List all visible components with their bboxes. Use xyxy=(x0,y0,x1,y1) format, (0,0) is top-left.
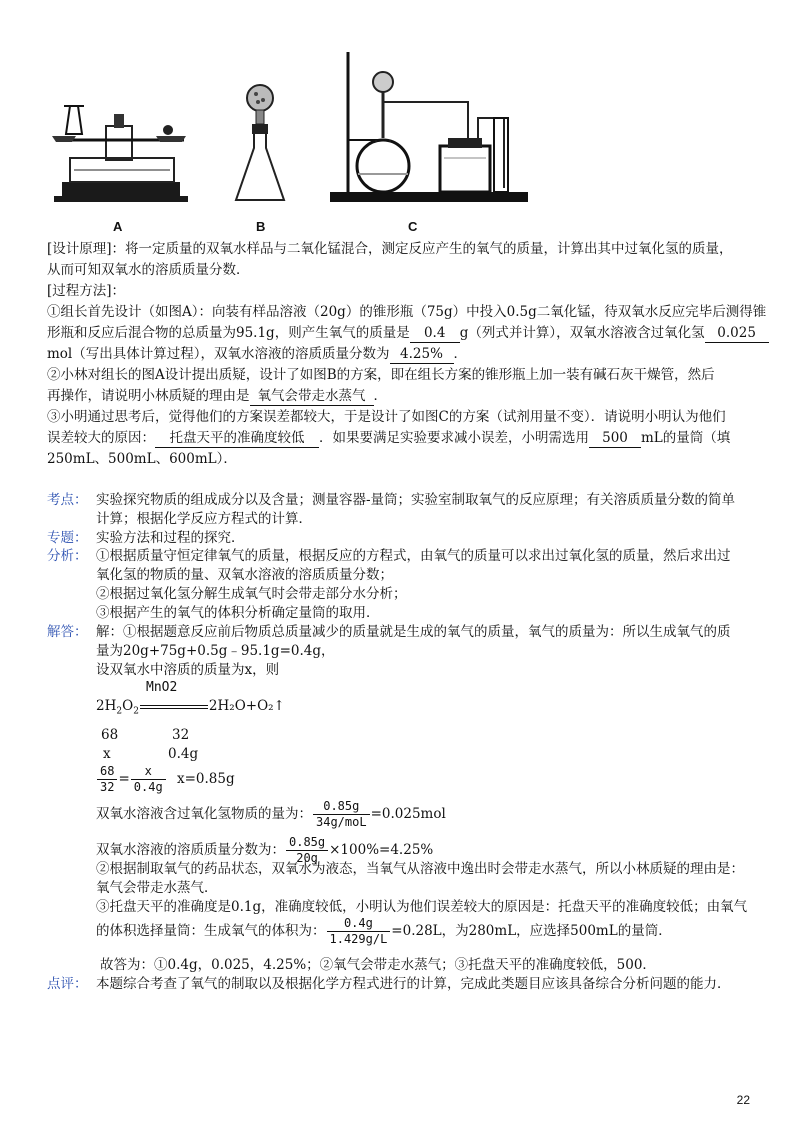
mol-equation xyxy=(96,799,446,830)
answer-mass-fraction: 4.25% xyxy=(390,345,454,364)
part1-text-mid: g（列式并计算），双氧水溶液含过氧化氢 xyxy=(459,325,705,341)
ratio-n2: x xyxy=(131,764,166,780)
mol-d: 34g/moL xyxy=(316,815,367,829)
answer-reason-c: 托盘天平的准确度较低 xyxy=(155,429,319,448)
var-0.4g: 0.4g xyxy=(168,746,199,762)
mol-post: =0.025mol xyxy=(370,806,446,822)
kaodian-label: 考点： xyxy=(47,492,88,508)
jieda-line2: 量为20g+75g+0.5g﹣95.1g=0.4g， xyxy=(96,643,335,659)
jieda-part2-line2: 氧气会带走水蒸气． xyxy=(96,880,218,896)
pct-post: ×100%=4.25% xyxy=(329,842,434,858)
figure-a-balance xyxy=(52,96,190,208)
figure-label-b: B xyxy=(256,219,266,234)
mass-32: 32 xyxy=(172,727,190,743)
jieda-part2-line1: ②根据制取氧气的药品状态，双氧水为液态，当氧气从溶液中逸出时会带走水蒸气，所以小林质疑的理由是： xyxy=(96,861,744,877)
figure-label-a: A xyxy=(113,219,123,234)
ratio-result: x=0.85g xyxy=(176,771,235,787)
fenxi-label: 分析： xyxy=(47,548,88,564)
mass-68: 68 xyxy=(101,727,119,743)
zhuanti-label: 专题： xyxy=(47,530,88,546)
kaodian-line2: 计算；根据化学反应方程式的计算． xyxy=(96,511,312,527)
mol-pre: 双氧水溶液含过氧化氢物质的量为： xyxy=(96,806,312,822)
kaodian-line1: 实验探究物质的组成成分以及含量；测量容器-量筒；实验室制取氧气的反应原理；有关溶质质量分数的简单 xyxy=(96,492,736,508)
ratio-d1: 32 xyxy=(100,780,115,794)
part1-end: ． xyxy=(453,346,467,362)
vol-d: 1.429g/L xyxy=(329,932,388,946)
part3-line1: ③小明通过思考后，觉得他们的方案误差都较大，于是设计了如图C的方案（试剂用量不变）．请说明小明认为他们 xyxy=(47,409,726,425)
design-principle-line2: 从而可知双氧水的溶质质量分数． xyxy=(47,262,250,278)
part2-end: ． xyxy=(373,388,387,404)
process-method-heading: [过程方法]： xyxy=(47,283,126,299)
vol-pre: 的体积选择量筒：生成氧气的体积为： xyxy=(96,923,326,939)
pct-d: 20g xyxy=(296,851,318,865)
part3-text-mid: ．如果要满足实验要求减小误差，小明需选用 xyxy=(319,430,589,446)
catalyst-label: MnO2 xyxy=(146,680,178,695)
figure-label-c: C xyxy=(408,219,418,234)
vol-n: 0.4g xyxy=(327,916,391,932)
eq-left: 2H xyxy=(96,698,117,714)
part2-line2 xyxy=(47,387,387,406)
figure-c-apparatus xyxy=(328,42,530,208)
part1-line3 xyxy=(47,345,467,364)
part1-text-3: mol（写出具体计算过程），双氧水溶液的溶质质量分数为 xyxy=(47,346,390,362)
vol-equation xyxy=(96,916,672,947)
jieda-label: 解答： xyxy=(47,624,88,640)
answer-cylinder: 500 xyxy=(589,429,641,448)
var-x: x xyxy=(103,746,111,762)
ratio-equation: $\frac{68}{32}$ = $\frac{x}{0.4g}$ x=0.85g xyxy=(96,764,235,795)
part1-text: 形瓶和反应后混合物的总质量为95.1g，则产生氧气的质量是 xyxy=(47,325,410,341)
jieda-line3: 设双氧水中溶质的质量为x，则 xyxy=(96,662,280,678)
figure-b-flask xyxy=(232,82,288,210)
eq-right: 2H₂O+O₂↑ xyxy=(208,698,285,714)
design-principle-line1: [设计原理]：将一定质量的双氧水样品与二氧化锰混合，测定反应产生的氧气的质量，计算出其中过氧化氢的质量， xyxy=(47,241,733,257)
part2-line1: ②小林对组长的图A设计提出质疑，设计了如图B的方案，即在组长方案的锥形瓶上加一装有碱石灰干燥管，然后 xyxy=(47,367,715,383)
part3-text-end: mL的量筒（填 xyxy=(641,430,731,446)
answer-h2o2-mol: 0.025 xyxy=(705,324,769,343)
chemical-equation: $2H_2O_2$ 2H₂O+O₂↑ xyxy=(96,698,285,717)
jieda-part3-line1: ③托盘天平的准确度是0.1g，准确度较低，小明认为他们误差较大的原因是：托盘天平的准确度较低；由氧气 xyxy=(96,899,748,915)
part2-text: 再操作，请说明小林质疑的理由是 xyxy=(47,388,250,404)
pct-pre: 双氧水溶液的溶质质量分数为： xyxy=(96,842,285,858)
ratio-d2: 0.4g xyxy=(133,780,163,794)
part3-text: 误差较大的原因： xyxy=(47,430,155,446)
part1-line2 xyxy=(47,324,769,343)
answer-oxygen-mass: 0.4 xyxy=(410,324,460,343)
zhuanti-text: 实验方法和过程的探究． xyxy=(96,530,245,546)
part3-line2 xyxy=(47,429,730,448)
vol-post: =0.28L，为280mL，应选择500mL的量筒． xyxy=(391,923,672,939)
dianping-label: 点评： xyxy=(47,976,88,992)
pct-n: 0.85g xyxy=(286,835,328,851)
dianping-text: 本题综合考查了氧气的制取以及根据化学方程式进行的计算，完成此类题目应该具备综合分析问题的能力． xyxy=(96,976,731,992)
fenxi-line4: ③根据产生的氧气的体积分析确定量筒的取用． xyxy=(96,605,380,621)
answer-reason-b: 氧气会带走水蒸气 xyxy=(250,387,374,406)
part1-line1: ①组长首先设计（如图A）：向装有样品溶液（20g）的锥形瓶（75g）中投入0.5g二氧化锰，待双氧水反应完毕后测得锥 xyxy=(47,304,767,320)
ratio-n1: 68 xyxy=(97,764,117,780)
page-number: 22 xyxy=(736,1093,750,1107)
part3-line3: 250mL、500mL、600mL）． xyxy=(47,451,237,467)
fenxi-line3: ②根据过氧化氢分解生成氧气时会带走部分水分析； xyxy=(96,586,407,602)
fenxi-line2: 氧化氢的物质的量、双氧水溶液的溶质质量分数； xyxy=(96,567,393,583)
fenxi-line1: ①根据质量守恒定律氧气的质量，根据反应的方程式，由氧气的质量可以求出过氧化氢的质量，然后求出过 xyxy=(96,548,731,564)
jieda-line1: 解：①根据题意反应前后物质总质量减少的质量就是生成的氧气的质量，氧气的质量为：所以生成氧气的质 xyxy=(96,624,731,640)
final-answer: 故答为：①0.4g，0.025，4.25%；②氧气会带走水蒸气；③托盘天平的准确度较低，500． xyxy=(100,957,656,973)
mol-n: 0.85g xyxy=(313,799,370,815)
